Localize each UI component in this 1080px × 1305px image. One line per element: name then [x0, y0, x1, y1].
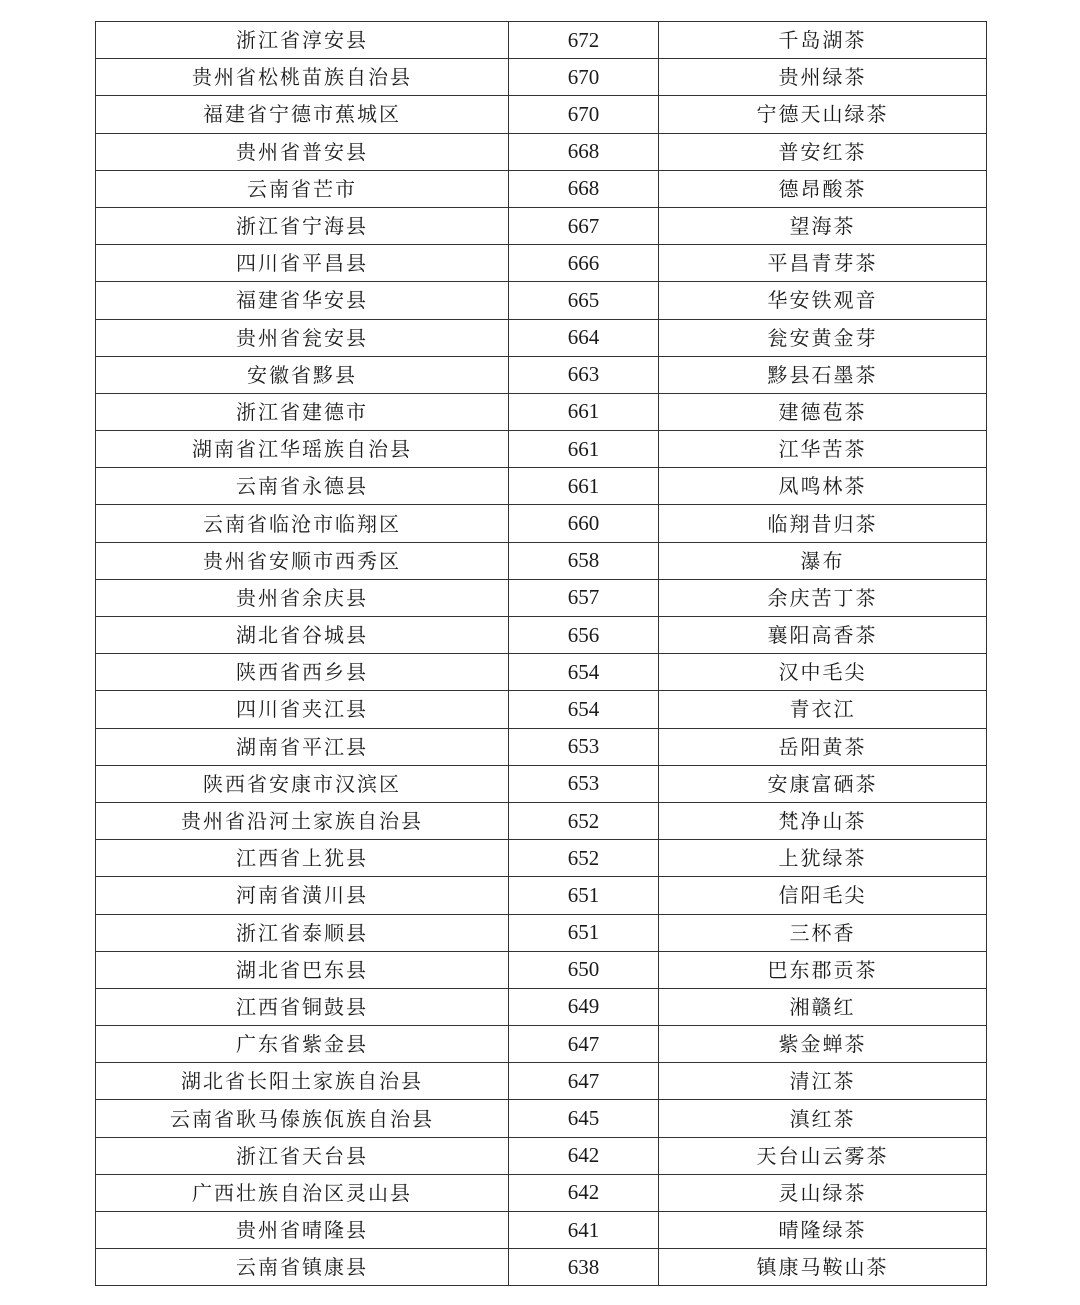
table-row	[96, 914, 987, 951]
region-cell: 四川省平昌县	[96, 245, 509, 282]
score-cell: 666	[509, 245, 659, 282]
tea-ranking-table-container	[95, 21, 986, 1286]
brand-cell: 瓮安黄金芽	[659, 319, 987, 356]
table-row	[96, 1174, 987, 1211]
table-row	[96, 1063, 987, 1100]
score-cell: 654	[509, 691, 659, 728]
brand-cell: 千岛湖茶	[659, 22, 987, 59]
brand-cell: 灵山绿茶	[659, 1174, 987, 1211]
table-row	[96, 319, 987, 356]
score-cell: 667	[509, 207, 659, 244]
table-row	[96, 468, 987, 505]
brand-cell: 江华苦茶	[659, 431, 987, 468]
region-cell: 云南省耿马傣族佤族自治县	[96, 1100, 509, 1137]
score-cell: 650	[509, 951, 659, 988]
region-cell: 四川省夹江县	[96, 691, 509, 728]
score-cell: 651	[509, 914, 659, 951]
table-row	[96, 765, 987, 802]
region-cell: 浙江省宁海县	[96, 207, 509, 244]
score-cell: 649	[509, 988, 659, 1025]
region-cell: 贵州省瓮安县	[96, 319, 509, 356]
region-cell: 浙江省淳安县	[96, 22, 509, 59]
region-cell: 广东省紫金县	[96, 1026, 509, 1063]
brand-cell: 镇康马鞍山茶	[659, 1249, 987, 1286]
region-cell: 浙江省天台县	[96, 1137, 509, 1174]
score-cell: 670	[509, 96, 659, 133]
region-cell: 云南省芒市	[96, 170, 509, 207]
brand-cell: 天台山云雾茶	[659, 1137, 987, 1174]
table-row	[96, 802, 987, 839]
region-cell: 云南省临沧市临翔区	[96, 505, 509, 542]
region-cell: 陕西省安康市汉滨区	[96, 765, 509, 802]
score-cell: 647	[509, 1063, 659, 1100]
table-row	[96, 356, 987, 393]
brand-cell: 湘赣红	[659, 988, 987, 1025]
brand-cell: 岳阳黄茶	[659, 728, 987, 765]
region-cell: 湖北省巴东县	[96, 951, 509, 988]
brand-cell: 巴东郡贡茶	[659, 951, 987, 988]
table-row	[96, 1137, 987, 1174]
region-cell: 江西省铜鼓县	[96, 988, 509, 1025]
table-row	[96, 59, 987, 96]
score-cell: 661	[509, 468, 659, 505]
region-cell: 浙江省泰顺县	[96, 914, 509, 951]
brand-cell: 上犹绿茶	[659, 840, 987, 877]
region-cell: 安徽省黟县	[96, 356, 509, 393]
table-row	[96, 245, 987, 282]
table-row	[96, 542, 987, 579]
table-row	[96, 505, 987, 542]
region-cell: 河南省潢川县	[96, 877, 509, 914]
region-cell: 云南省永德县	[96, 468, 509, 505]
table-row	[96, 207, 987, 244]
score-cell: 652	[509, 840, 659, 877]
score-cell: 652	[509, 802, 659, 839]
score-cell: 638	[509, 1249, 659, 1286]
brand-cell: 襄阳高香茶	[659, 617, 987, 654]
brand-cell: 梵净山茶	[659, 802, 987, 839]
brand-cell: 紫金蝉茶	[659, 1026, 987, 1063]
table-row	[96, 691, 987, 728]
brand-cell: 临翔昔归茶	[659, 505, 987, 542]
table-row	[96, 951, 987, 988]
region-cell: 贵州省安顺市西秀区	[96, 542, 509, 579]
score-cell: 653	[509, 765, 659, 802]
table-row	[96, 393, 987, 430]
region-cell: 贵州省沿河土家族自治县	[96, 802, 509, 839]
score-cell: 653	[509, 728, 659, 765]
region-cell: 贵州省晴隆县	[96, 1212, 509, 1249]
table-body	[96, 22, 987, 1286]
brand-cell: 华安铁观音	[659, 282, 987, 319]
brand-cell: 余庆苦丁茶	[659, 579, 987, 616]
brand-cell: 望海茶	[659, 207, 987, 244]
table-row	[96, 133, 987, 170]
brand-cell: 青衣江	[659, 691, 987, 728]
brand-cell: 德昂酸茶	[659, 170, 987, 207]
region-cell: 江西省上犹县	[96, 840, 509, 877]
brand-cell: 滇红茶	[659, 1100, 987, 1137]
brand-cell: 宁德天山绿茶	[659, 96, 987, 133]
region-cell: 贵州省余庆县	[96, 579, 509, 616]
table-row	[96, 431, 987, 468]
table-row	[96, 579, 987, 616]
region-cell: 广西壮族自治区灵山县	[96, 1174, 509, 1211]
score-cell: 642	[509, 1137, 659, 1174]
brand-cell: 瀑布	[659, 542, 987, 579]
brand-cell: 安康富硒茶	[659, 765, 987, 802]
table-row	[96, 877, 987, 914]
region-cell: 湖北省长阳土家族自治县	[96, 1063, 509, 1100]
score-cell: 670	[509, 59, 659, 96]
score-cell: 658	[509, 542, 659, 579]
region-cell: 浙江省建德市	[96, 393, 509, 430]
score-cell: 672	[509, 22, 659, 59]
brand-cell: 建德苞茶	[659, 393, 987, 430]
table-row	[96, 1100, 987, 1137]
brand-cell: 普安红茶	[659, 133, 987, 170]
score-cell: 656	[509, 617, 659, 654]
table-row	[96, 988, 987, 1025]
score-cell: 665	[509, 282, 659, 319]
brand-cell: 平昌青芽茶	[659, 245, 987, 282]
score-cell: 660	[509, 505, 659, 542]
table-row	[96, 1026, 987, 1063]
brand-cell: 晴隆绿茶	[659, 1212, 987, 1249]
region-cell: 福建省华安县	[96, 282, 509, 319]
region-cell: 福建省宁德市蕉城区	[96, 96, 509, 133]
table-row	[96, 170, 987, 207]
brand-cell: 贵州绿茶	[659, 59, 987, 96]
brand-cell: 凤鸣林茶	[659, 468, 987, 505]
brand-cell: 黟县石墨茶	[659, 356, 987, 393]
region-cell: 陕西省西乡县	[96, 654, 509, 691]
score-cell: 664	[509, 319, 659, 356]
score-cell: 645	[509, 1100, 659, 1137]
table-row	[96, 22, 987, 59]
score-cell: 668	[509, 170, 659, 207]
table-row	[96, 617, 987, 654]
table-row	[96, 1212, 987, 1249]
region-cell: 湖南省江华瑶族自治县	[96, 431, 509, 468]
table-row	[96, 96, 987, 133]
region-cell: 云南省镇康县	[96, 1249, 509, 1286]
score-cell: 663	[509, 356, 659, 393]
score-cell: 668	[509, 133, 659, 170]
table-row	[96, 654, 987, 691]
score-cell: 661	[509, 431, 659, 468]
table-row	[96, 840, 987, 877]
score-cell: 651	[509, 877, 659, 914]
score-cell: 642	[509, 1174, 659, 1211]
brand-cell: 三杯香	[659, 914, 987, 951]
region-cell: 贵州省松桃苗族自治县	[96, 59, 509, 96]
score-cell: 654	[509, 654, 659, 691]
region-cell: 贵州省普安县	[96, 133, 509, 170]
table-row	[96, 728, 987, 765]
brand-cell: 汉中毛尖	[659, 654, 987, 691]
score-cell: 641	[509, 1212, 659, 1249]
brand-cell: 清江茶	[659, 1063, 987, 1100]
brand-cell: 信阳毛尖	[659, 877, 987, 914]
score-cell: 647	[509, 1026, 659, 1063]
table-row	[96, 282, 987, 319]
tea-ranking-table	[95, 21, 987, 1286]
region-cell: 湖北省谷城县	[96, 617, 509, 654]
score-cell: 661	[509, 393, 659, 430]
score-cell: 657	[509, 579, 659, 616]
table-row	[96, 1249, 987, 1286]
region-cell: 湖南省平江县	[96, 728, 509, 765]
